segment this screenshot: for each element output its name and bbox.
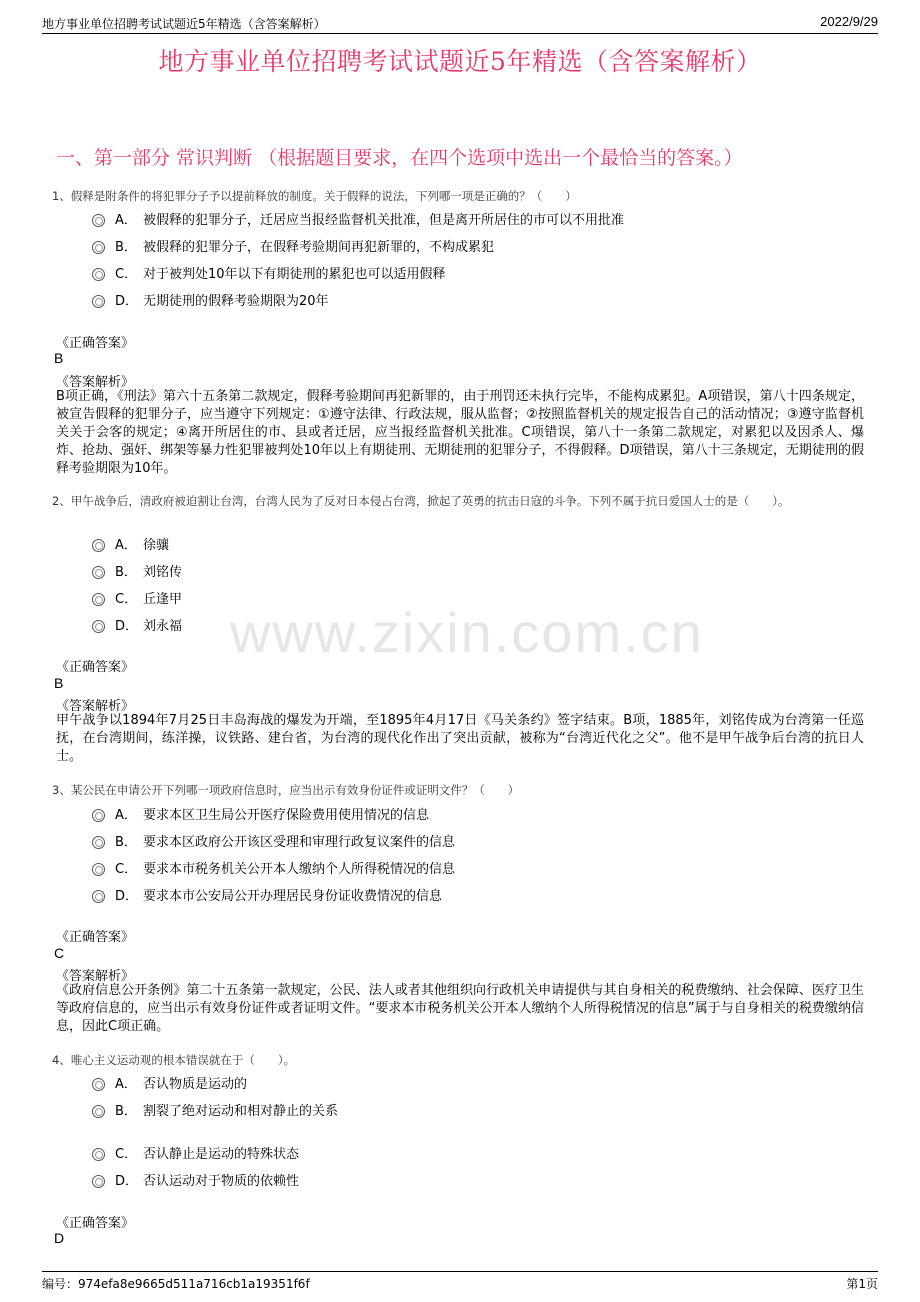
option-text: 要求本市公安局公开办理居民身份证收费情况的信息 [143,888,443,904]
question-4-option-a[interactable] [92,1072,247,1092]
question-3-analysis: 《政府信息公开条例》第二十五条第一款规定，公民、法人或者其他组织向行政机关申请提供与其自身相关的税费缴纳、社会保障、医疗卫生等政府信息的，应当出示有效身份证件或者证明文件。“要求本市税务机关公开本人缴纳个人所得税情况的信息”属于与自身相关的税费缴纳信息，因此C项正确。 [56,983,864,1034]
question-2-option-b[interactable] [92,560,182,580]
option-text: 对于被判处10年以下有期徒刑的累犯也可以适用假释 [143,266,446,282]
option-text: 丘逢甲 [143,591,183,607]
radio-button-icon[interactable] [92,241,105,254]
question-1-option-c[interactable] [92,262,446,282]
question-1-text: 1、假释是附条件的将犯罪分子予以提前释放的制度。关于假释的说法，下列哪一项是正确的？（ ） [52,189,577,203]
watermark: www.zixin.com.cn [230,601,704,664]
option-letter: D． [115,888,139,904]
radio-button-icon[interactable] [92,890,105,903]
option-letter: A． [115,1076,137,1092]
radio-button-icon[interactable] [92,1175,105,1188]
question-1-option-a[interactable] [92,208,624,228]
header-date: 2022/9/29 [820,14,878,29]
radio-button-icon[interactable] [92,620,105,633]
question-3-option-a[interactable] [92,803,429,823]
option-letter: B． [115,834,137,850]
question-4-option-d[interactable] [92,1169,299,1189]
correct-answer-label: 《正确答案》 [56,1216,135,1231]
option-text: 否认运动对于物质的依赖性 [143,1173,300,1189]
question-1-option-d[interactable] [92,289,329,309]
radio-button-icon[interactable] [92,593,105,606]
question-2-option-a[interactable] [92,533,169,553]
option-letter: C． [115,1146,138,1162]
option-text: 刘永福 [143,618,183,634]
radio-button-icon[interactable] [92,1148,105,1161]
question-4-option-b[interactable] [92,1099,338,1119]
option-text: 无期徒刑的假释考验期限为20年 [143,293,329,309]
option-text: 被假释的犯罪分子，在假释考验期间再犯新罪的，不构成累犯 [143,239,495,255]
page-footer [42,1271,878,1293]
analysis-label: 《答案解析》 [56,699,135,714]
analysis-label: 《答案解析》 [56,969,135,984]
option-text: 要求本区政府公开该区受理和审理行政复议案件的信息 [143,834,456,850]
question-3-text: 3、某公民在申请公开下列哪一项政府信息时，应当出示有效身份证件或证明文件？（ ） [52,783,520,797]
question-4-option-c[interactable] [92,1142,299,1162]
radio-button-icon[interactable] [92,295,105,308]
option-letter: D． [115,1173,139,1189]
option-letter: D． [115,618,139,634]
question-4-answer: D [54,1230,65,1246]
radio-button-icon[interactable] [92,1105,105,1118]
analysis-label: 《答案解析》 [56,375,135,390]
question-1-analysis: B项正确，《刑法》第六十五条第二款规定，假释考验期间再犯新罪的，由于刑罚还未执行完毕，不能构成累犯。A项错误，第八十四条规定，被宣告假释的犯罪分子，应当遵守下列规定：①遵守法律、行政法规，服从监督；②按照监督机关的规定报告自己的活动情况；③遵守监督机关关于会客的规定；④离开所居住的市、县或者迁居，应当报经监督机关批准。C项错误，第八十一条第二款规定，对累犯以及因杀人、爆炸、抢劫、强奸、绑架等暴力性犯罪被判处10年以上有期徒刑、无期徒刑的犯罪分子，不得假释。D项错误，第八十三条规定，无期徒刑的假释考验期限为10年。 [56,389,864,476]
radio-button-icon[interactable] [92,1078,105,1091]
page-number: 第1页 [846,1277,878,1291]
option-text: 要求本市税务机关公开本人缴纳个人所得税情况的信息 [143,861,456,877]
option-text: 否认静止是运动的特殊状态 [143,1146,300,1162]
option-text: 徐骧 [143,537,170,553]
option-letter: C． [115,591,138,607]
option-letter: C． [115,861,138,877]
header-doc-title: 地方事业单位招聘考试试题近5年精选（含答案解析） [42,17,326,31]
question-3-answer: C [54,945,65,961]
question-3-option-c[interactable] [92,857,455,877]
question-4-text: 4、唯心主义运动观的根本错误就在于（ ）。 [52,1053,296,1067]
radio-button-icon[interactable] [92,836,105,849]
option-letter: A． [115,807,137,823]
document-title: 地方事业单位招聘考试试题近5年精选（含答案解析） [158,47,762,76]
option-text: 被假释的犯罪分子，迁居应当报经监督机关批准，但是离开所居住的市可以不用批准 [143,212,625,228]
question-3-option-d[interactable] [92,884,442,904]
question-3-option-b[interactable] [92,830,455,850]
option-letter: C． [115,266,138,282]
question-1-option-b[interactable] [92,235,494,255]
question-2-analysis: 甲午战争以1894年7月25日丰岛海战的爆发为开端，至1895年4月17日《马关条约》签字结束。B项，1885年，刘铭传成为台湾第一任巡抚，在台湾期间，练洋操，议铁路、建台省，为台湾的现代化作出了突出贡献，被称为“台湾近代化之父”。他不是甲午战争后台湾的抗日人士。 [56,713,864,764]
radio-button-icon[interactable] [92,566,105,579]
radio-button-icon[interactable] [92,268,105,281]
option-text: 刘铭传 [143,564,183,580]
correct-answer-label: 《正确答案》 [56,930,135,945]
page-header [42,14,878,34]
radio-button-icon[interactable] [92,809,105,822]
section-heading: 一、第一部分 常识判断 （根据题目要求，在四个选项中选出一个最恰当的答案。） [56,147,743,169]
option-text: 要求本区卫生局公开医疗保险费用使用情况的信息 [143,807,430,823]
option-letter: D． [115,293,139,309]
document-code: 编号：974efa8e9665d511a716cb1a19351f6f [42,1277,310,1291]
question-2-answer: B [54,675,64,691]
option-text: 否认物质是运动的 [143,1076,248,1092]
question-2-option-c[interactable] [92,587,182,607]
option-text: 割裂了绝对运动和相对静止的关系 [143,1103,339,1119]
option-letter: B． [115,564,137,580]
question-2-option-d[interactable] [92,614,182,634]
radio-button-icon[interactable] [92,214,105,227]
correct-answer-label: 《正确答案》 [56,660,135,675]
question-1-answer: B [54,350,64,366]
correct-answer-label: 《正确答案》 [56,336,135,351]
option-letter: B． [115,1103,137,1119]
option-letter: A． [115,537,137,553]
option-letter: A． [115,212,137,228]
radio-button-icon[interactable] [92,539,105,552]
option-letter: B． [115,239,137,255]
radio-button-icon[interactable] [92,863,105,876]
question-2-text: 2、甲午战争后，清政府被迫割让台湾，台湾人民为了反对日本侵占台湾，掀起了英勇的抗击日寇的斗争。下列不属于抗日爱国人士的是（ ）。 [52,494,790,508]
